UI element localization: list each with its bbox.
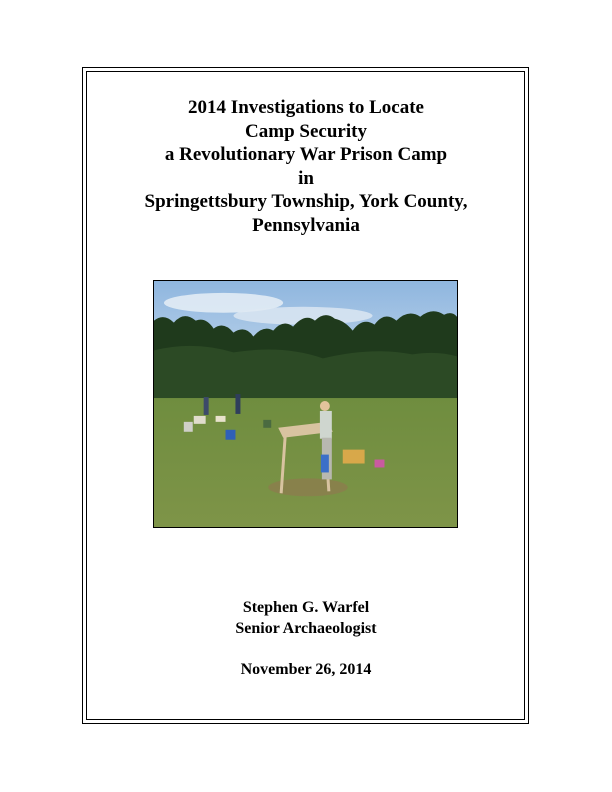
author-block: [0, 598, 612, 639]
kneeling-person: [343, 450, 365, 464]
bucket: [321, 455, 329, 473]
title-line-2: Camp Security: [245, 120, 367, 142]
person-torso: [320, 411, 332, 439]
author-name: Stephen G. Warfel: [242, 599, 370, 616]
title-line-3: a Revolutionary War Prison Camp: [164, 144, 448, 165]
title-line-4: in: [298, 167, 314, 189]
bag: [375, 460, 385, 468]
report-date: November 26, 2014: [240, 661, 372, 678]
photo-illustration: [154, 281, 457, 527]
tree-line-lower: [154, 346, 457, 405]
author-role: Senior Archaeologist: [235, 619, 377, 637]
person-head: [320, 401, 330, 411]
title-line-5: Springettsbury Township, York County,: [144, 191, 468, 212]
field-excavation-photo: [153, 280, 458, 528]
title-line-6: Pennsylvania: [252, 214, 360, 236]
title-line-1: 2014 Investigations to Locate: [188, 97, 424, 118]
report-title: [0, 96, 612, 237]
